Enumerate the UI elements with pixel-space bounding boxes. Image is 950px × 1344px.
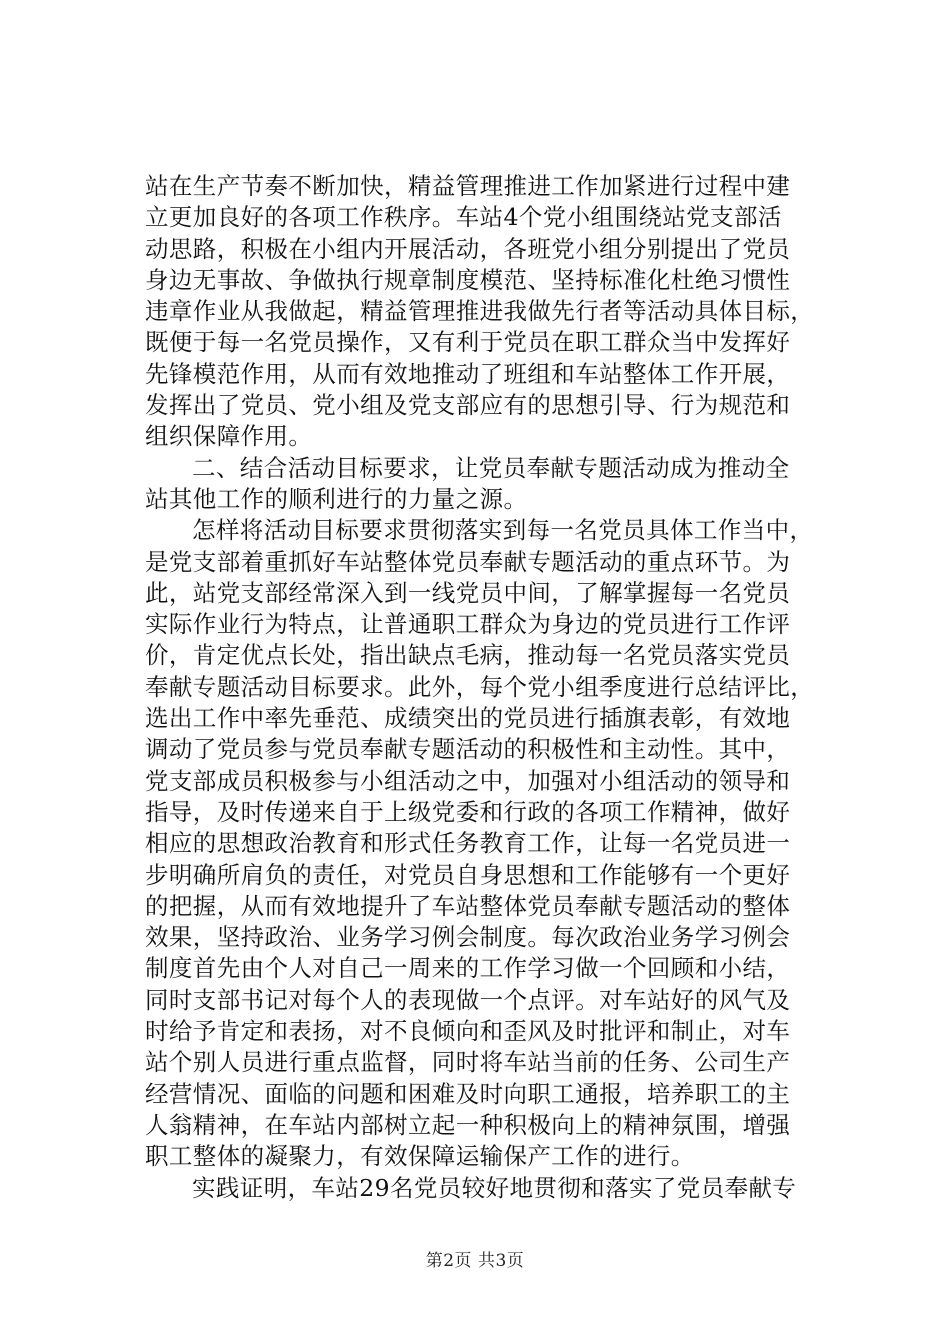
page-footer: 第2页 共3页 bbox=[425, 1251, 525, 1271]
text-line: 时给予肯定和表扬，对不良倾向和歪风及时批评和制止，对车 bbox=[145, 1017, 791, 1046]
text-line: 动思路，积极在小组内开展活动，各班党小组分别提出了党员 bbox=[145, 234, 791, 263]
text-line: 先锋模范作用，从而有效地推动了班组和车站整体工作开展， bbox=[145, 359, 791, 388]
text-line: 相应的思想政治教育和形式任务教育工作，让每一名党员进一 bbox=[145, 829, 791, 858]
text-line: 职工整体的凝聚力，有效保障运输保产工作的进行。 bbox=[145, 1142, 695, 1171]
text-line: 违章作业从我做起，精益管理推进我做先行者等活动具体目标， bbox=[145, 297, 815, 326]
text-line: 人翁精神，在车站内部树立起一种积极向上的精神氛围，增强 bbox=[145, 1110, 791, 1139]
text-line: 立更加良好的各项工作秩序。车站4个党小组围绕站党支部活 bbox=[145, 203, 782, 232]
text-line: 组织保障作用。 bbox=[145, 422, 313, 451]
text-line: 身边无事故、争做执行规章制度模范、坚持标准化杜绝习惯性 bbox=[145, 265, 791, 294]
text-line: 实际作业行为特点，让普通职工群众为身边的党员进行工作评 bbox=[145, 610, 791, 639]
text-line: 奉献专题活动目标要求。此外，每个党小组季度进行总结评比， bbox=[145, 672, 815, 701]
text-line: 此，站党支部经常深入到一线党员中间，了解掌握每一名党员 bbox=[145, 578, 791, 607]
text-line: 步明确所肩负的责任，对党员自身思想和工作能够有一个更好 bbox=[145, 860, 791, 889]
text-line: 调动了党员参与党员奉献专题活动的积极性和主动性。其中， bbox=[145, 735, 791, 764]
text-line: 是党支部着重抓好车站整体党员奉献专题活动的重点环节。为 bbox=[145, 547, 791, 576]
text-line: 选出工作中率先垂范、成绩突出的党员进行插旗表彰，有效地 bbox=[145, 704, 791, 733]
text-line: 既便于每一名党员操作，又有利于党员在职工群众当中发挥好 bbox=[145, 328, 791, 357]
text-line: 制度首先由个人对自己一周来的工作学习做一个回顾和小结， bbox=[145, 954, 791, 983]
text-line: 经营情况、面临的问题和困难及时向职工通报，培养职工的主 bbox=[145, 1079, 791, 1108]
text-line: 效果，坚持政治、业务学习例会制度。每次政治业务学习例会 bbox=[145, 923, 791, 952]
text-line: 实践证明，车站29名党员较好地贯彻和落实了党员奉献专 bbox=[192, 1173, 797, 1202]
text-line: 的把握，从而有效地提升了车站整体党员奉献专题活动的整体 bbox=[145, 891, 791, 920]
text-line: 怎样将活动目标要求贯彻落实到每一名党员具体工作当中， bbox=[192, 516, 814, 545]
text-line: 站个别人员进行重点监督，同时将车站当前的任务、公司生产 bbox=[145, 1048, 791, 1077]
text-line: 党支部成员积极参与小组活动之中，加强对小组活动的领导和 bbox=[145, 766, 791, 795]
text-line: 同时支部书记对每个人的表现做一个点评。对车站好的风气及 bbox=[145, 985, 791, 1014]
text-line: 站其他工作的顺利进行的力量之源。 bbox=[145, 484, 528, 513]
text-line: 站在生产节奏不断加快，精益管理推进工作加紧进行过程中建 bbox=[145, 172, 791, 200]
document-body bbox=[145, 171, 835, 1204]
text-line: 指导，及时传递来自于上级党委和行政的各项工作精神，做好 bbox=[145, 797, 791, 826]
text-line: 二、结合活动目标要求，让党员奉献专题活动成为推动全 bbox=[192, 453, 790, 482]
text-line: 发挥出了党员、党小组及党支部应有的思想引导、行为规范和 bbox=[145, 391, 791, 420]
text-line: 价，肯定优点长处，指出缺点毛病，推动每一名党员落实党员 bbox=[145, 641, 791, 670]
